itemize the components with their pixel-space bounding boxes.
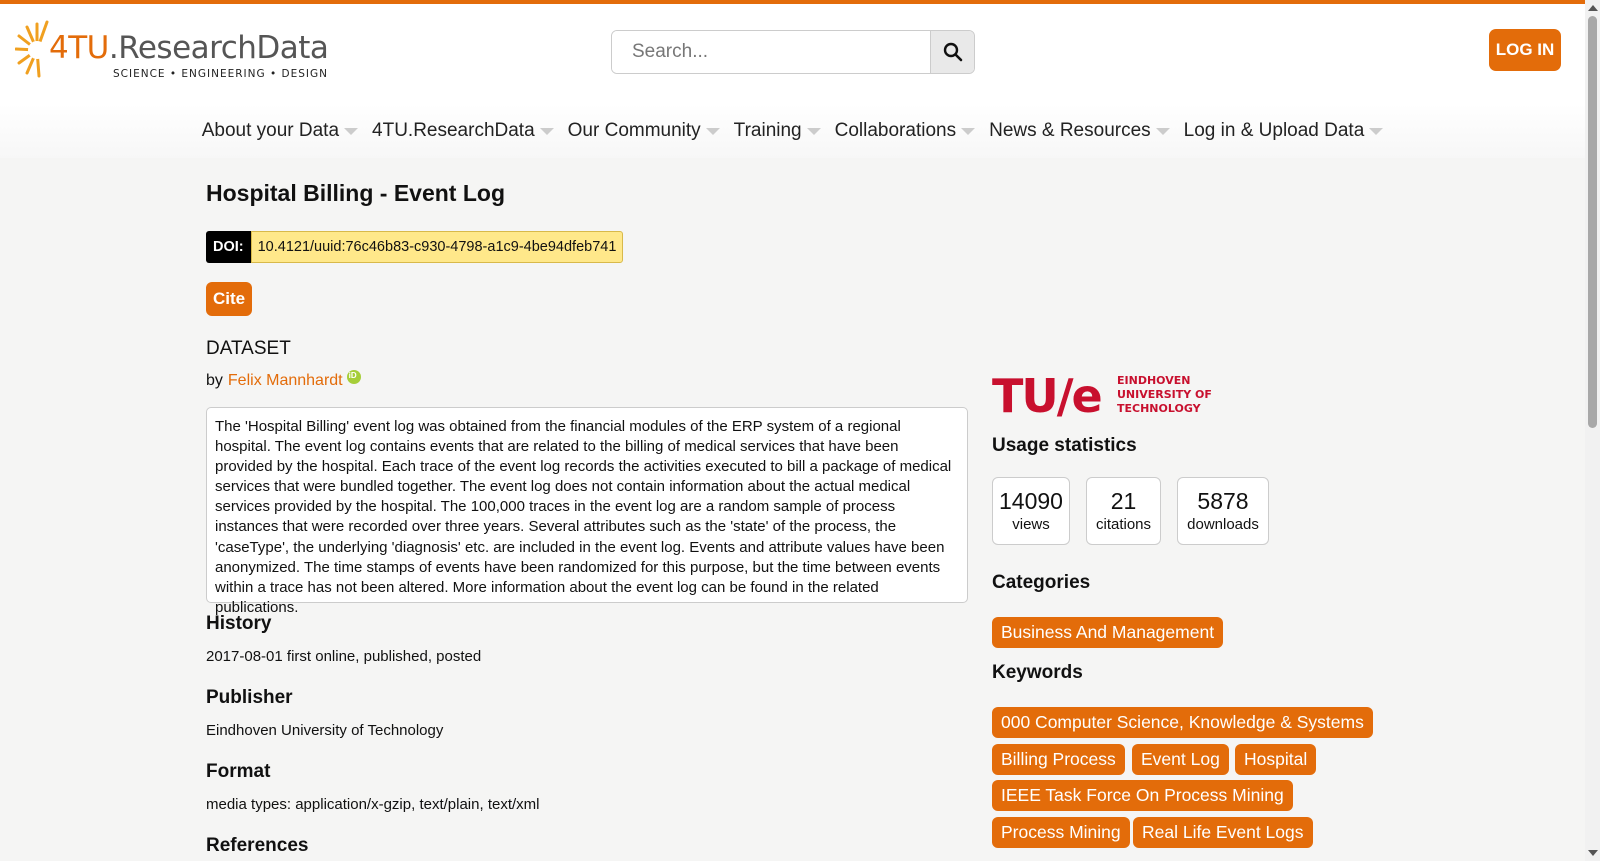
doi-badge xyxy=(206,231,623,263)
tue-logo-line1: EINDHOVEN xyxy=(1117,374,1191,387)
nav-login-upload[interactable] xyxy=(1184,120,1384,142)
nav-our-community[interactable] xyxy=(568,120,720,142)
caret-down-icon xyxy=(1369,128,1383,135)
nav-news-resources[interactable] xyxy=(989,120,1170,142)
keyword-tag[interactable]: Billing Process xyxy=(992,744,1125,775)
stat-views xyxy=(992,477,1070,545)
stat-label: citations xyxy=(1095,516,1152,533)
nav-collaborations[interactable] xyxy=(835,120,975,142)
cite-button[interactable]: Cite xyxy=(206,282,252,316)
tue-logo-line2: UNIVERSITY OF xyxy=(1117,388,1212,401)
logo-title-part2: .ResearchData xyxy=(108,30,329,66)
page-scrollbar[interactable] xyxy=(1585,0,1600,861)
stat-label: views xyxy=(1012,516,1050,533)
nav-label: 4TU.ResearchData xyxy=(372,120,535,141)
caret-down-icon xyxy=(540,128,554,135)
search-input[interactable] xyxy=(612,31,930,73)
keyword-tag[interactable]: Process Mining xyxy=(992,817,1130,848)
dataset-page xyxy=(206,158,1586,861)
scrollbar-thumb[interactable] xyxy=(1588,16,1597,428)
nav-training[interactable] xyxy=(734,120,821,142)
logo-title-part1: 4TU xyxy=(49,30,109,66)
nav-label: Log in & Upload Data xyxy=(1183,120,1365,141)
usage-statistics-heading: Usage statistics xyxy=(992,435,1137,456)
main-nav xyxy=(0,104,1585,158)
orcid-icon[interactable] xyxy=(347,370,361,384)
keyword-tag[interactable]: Real Life Event Logs xyxy=(1133,817,1313,848)
format-heading: Format xyxy=(206,761,271,782)
history-heading: History xyxy=(206,613,272,634)
search-icon xyxy=(943,42,963,62)
nav-label: Collaborations xyxy=(834,120,957,141)
keyword-tag[interactable]: IEEE Task Force On Process Mining xyxy=(992,780,1293,811)
by-label: by xyxy=(206,372,223,389)
caret-down-icon xyxy=(706,128,720,135)
site-header xyxy=(0,4,1585,158)
tue-logo[interactable] xyxy=(992,368,1222,418)
logo-title xyxy=(49,30,328,66)
dataset-description: The 'Hospital Billing' event log was obtained from the financial modules of the ERP system of a regional hospital. The event log contains events that are related to the billing of medical services that have been provided by the hospital. Each trace of the event log records the activities executed to bill a package of medical services that were bundled together. The event log does not contain information about the actual medical services provided by the hospital. The 100,000 traces in the event log are a random sample of process instances that were recorded over three years. Several attributes such as the 'state' of the process, the 'caseType', the underlying 'diagnosis' etc. are included in the event log. Events and attribute values have been anonymized. The time stamps of events have been randomized for this purpose, but the time between events within a trace has not been altered. More information about the event log can be found in the related publications. xyxy=(206,407,968,603)
category-tag[interactable]: Business And Management xyxy=(992,617,1223,648)
site-logo[interactable] xyxy=(15,18,329,84)
keyword-tag[interactable]: Hospital xyxy=(1235,744,1316,775)
logo-tagline: SCIENCE • ENGINEERING • DESIGN xyxy=(113,68,328,80)
format-value: media types: application/x-gzip, text/plain, text/xml xyxy=(206,796,540,813)
author-link[interactable]: Felix Mannhardt xyxy=(227,372,343,389)
keyword-tag[interactable]: Event Log xyxy=(1132,744,1229,775)
tue-logo-line3: TECHNOLOGY xyxy=(1117,402,1201,415)
doi-label: DOI: xyxy=(206,231,251,263)
scroll-up-arrow-icon[interactable] xyxy=(1588,5,1598,11)
stat-downloads xyxy=(1177,477,1269,545)
stat-label: downloads xyxy=(1187,516,1259,533)
keyword-tag[interactable]: 000 Computer Science, Knowledge & Systems xyxy=(992,707,1373,738)
keywords-heading: Keywords xyxy=(992,662,1083,683)
categories-heading: Categories xyxy=(992,572,1091,593)
caret-down-icon xyxy=(344,128,358,135)
nav-label: Our Community xyxy=(567,120,701,141)
nav-label: News & Resources xyxy=(989,120,1151,141)
references-heading: References xyxy=(206,835,309,856)
search-box xyxy=(611,30,975,74)
tue-logo-mark: TU/e xyxy=(992,369,1101,418)
stat-citations xyxy=(1086,477,1161,545)
nav-label: About your Data xyxy=(201,120,340,141)
nav-4tu-researchdata[interactable] xyxy=(372,120,554,142)
publisher-value: Eindhoven University of Technology xyxy=(206,722,444,739)
author-line xyxy=(206,372,361,390)
stat-value: 21 xyxy=(1110,488,1137,514)
caret-down-icon xyxy=(807,128,821,135)
history-value: 2017-08-01 first online, published, posted xyxy=(206,648,482,665)
search-button[interactable] xyxy=(930,31,974,73)
page-title: Hospital Billing - Event Log xyxy=(206,180,505,206)
stat-value: 14090 xyxy=(999,488,1063,514)
stat-value: 5878 xyxy=(1197,488,1249,514)
dataset-type-label: DATASET xyxy=(206,338,291,359)
publisher-heading: Publisher xyxy=(206,687,293,708)
caret-down-icon xyxy=(961,128,975,135)
login-button[interactable]: LOG IN xyxy=(1489,29,1561,71)
doi-link[interactable]: 10.4121/uuid:76c46b83-c930-4798-a1c9-4be94dfeb741 xyxy=(251,231,624,263)
nav-label: Training xyxy=(733,120,802,141)
scroll-down-arrow-icon[interactable] xyxy=(1588,850,1598,856)
caret-down-icon xyxy=(1156,128,1170,135)
nav-about-your-data[interactable] xyxy=(202,120,358,142)
sidebar xyxy=(992,158,1592,861)
